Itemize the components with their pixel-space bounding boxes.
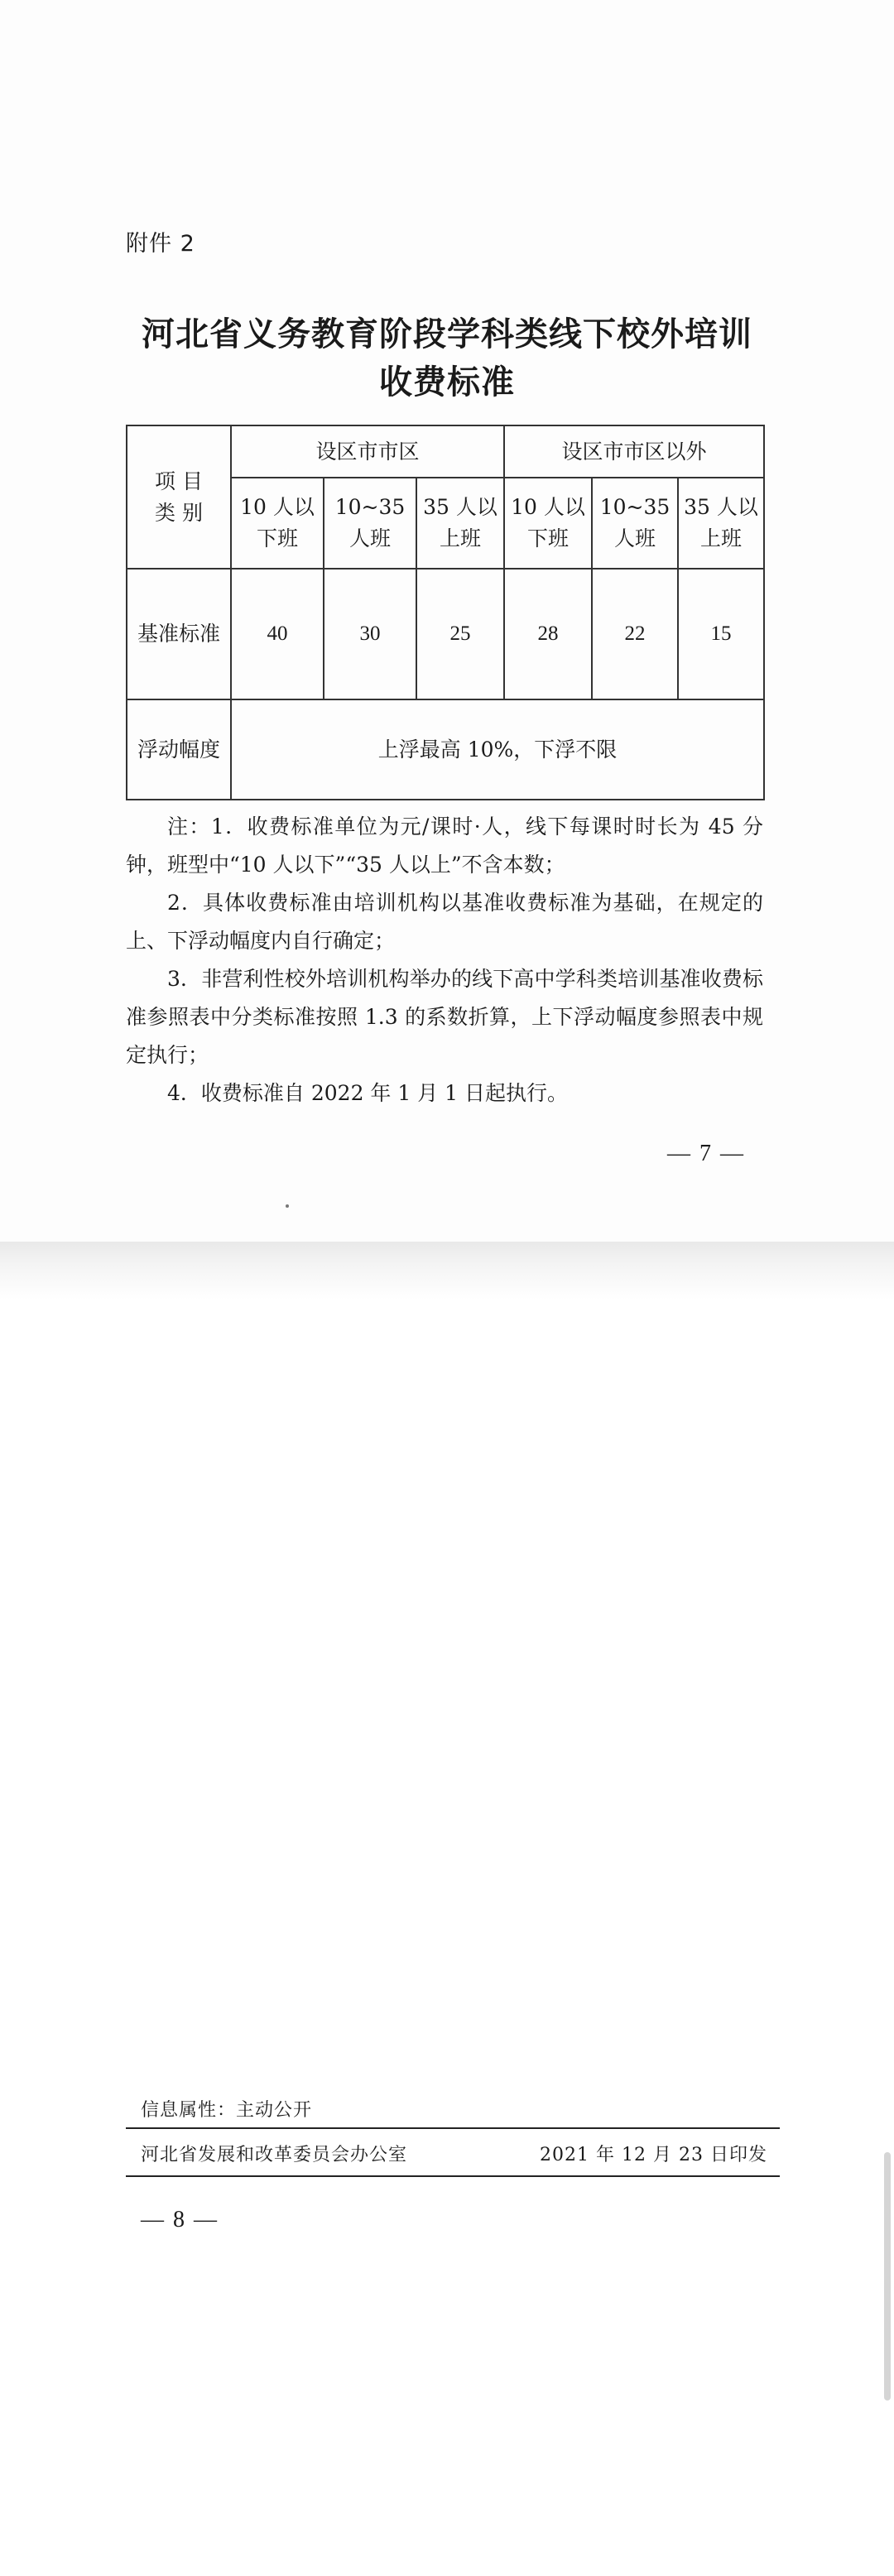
note-item: 3．非营利性校外培训机构举办的线下高中学科类培训基准收费标准参照表中分类标准按照 1.3 的系数折算，上下浮动幅度参照表中规定执行； xyxy=(126,967,763,1067)
document-title: 河北省义务教育阶段学科类线下校外培训 xyxy=(142,315,752,353)
class-type-cell: 10~35 人班 xyxy=(324,478,416,569)
fee-standard-table xyxy=(126,425,765,800)
page-number: — 8 — xyxy=(141,2207,219,2232)
float-range-row xyxy=(127,699,764,800)
group-outside-header: 设区市市区以外 xyxy=(504,425,764,478)
class-type-cell: 10 人以 下班 xyxy=(231,478,324,569)
group-urban-header: 设区市市区 xyxy=(231,425,504,478)
page-number: — 7 — xyxy=(667,1141,745,1166)
base-value-cell: 28 xyxy=(504,569,592,699)
document-title-line2: 收费标准 xyxy=(379,363,515,401)
info-attribute: 信息属性：主动公开 xyxy=(141,2100,313,2121)
attachment-label: 附件 2 xyxy=(126,231,195,257)
base-value-cell: 40 xyxy=(231,569,324,699)
base-standard-row xyxy=(127,569,764,699)
base-value-cell: 15 xyxy=(678,569,764,699)
base-standard-label: 基准标准 xyxy=(127,569,231,699)
footer-rule-top xyxy=(126,2127,780,2129)
table-header-row xyxy=(127,425,764,478)
header-corner-line2: 类 别 xyxy=(155,500,203,525)
float-range-value: 上浮最高 10%，下浮不限 xyxy=(231,699,764,800)
scrollbar-thumb[interactable] xyxy=(884,2152,891,2401)
header-corner-cell xyxy=(127,425,231,569)
base-value-cell: 22 xyxy=(592,569,678,699)
float-range-label: 浮动幅度 xyxy=(127,699,231,800)
base-value-cell: 30 xyxy=(324,569,416,699)
note-item: 注：1．收费标准单位为元/课时·人，线下每课时时长为 45 分钟，班型中“10 人以下”“35 人以上”不含本数； xyxy=(126,815,763,877)
class-type-cell: 10 人以 下班 xyxy=(504,478,592,569)
note-item: 2．具体收费标准由培训机构以基准收费标准为基础，在规定的上、下浮动幅度内自行确定； xyxy=(126,891,763,953)
class-type-cell: 35 人以 上班 xyxy=(416,478,504,569)
class-type-cell: 10~35 人班 xyxy=(592,478,678,569)
note-item: 4．收费标准自 2022 年 1 月 1 日起执行。 xyxy=(167,1081,569,1105)
class-type-cell: 35 人以 上班 xyxy=(678,478,764,569)
scan-speck xyxy=(286,1204,289,1208)
footer-rule-bottom xyxy=(126,2175,780,2177)
notes-block xyxy=(126,808,763,1113)
page-separator xyxy=(0,1242,894,1300)
document-page-8 xyxy=(0,1300,894,2576)
issuer-name: 河北省发展和改革委员会办公室 xyxy=(141,2145,408,2165)
print-date: 2021 年 12 月 23 日印发 xyxy=(540,2145,767,2165)
header-corner-line1: 项 目 xyxy=(155,469,203,493)
base-value-cell: 25 xyxy=(416,569,504,699)
document-page-7 xyxy=(0,0,894,1242)
